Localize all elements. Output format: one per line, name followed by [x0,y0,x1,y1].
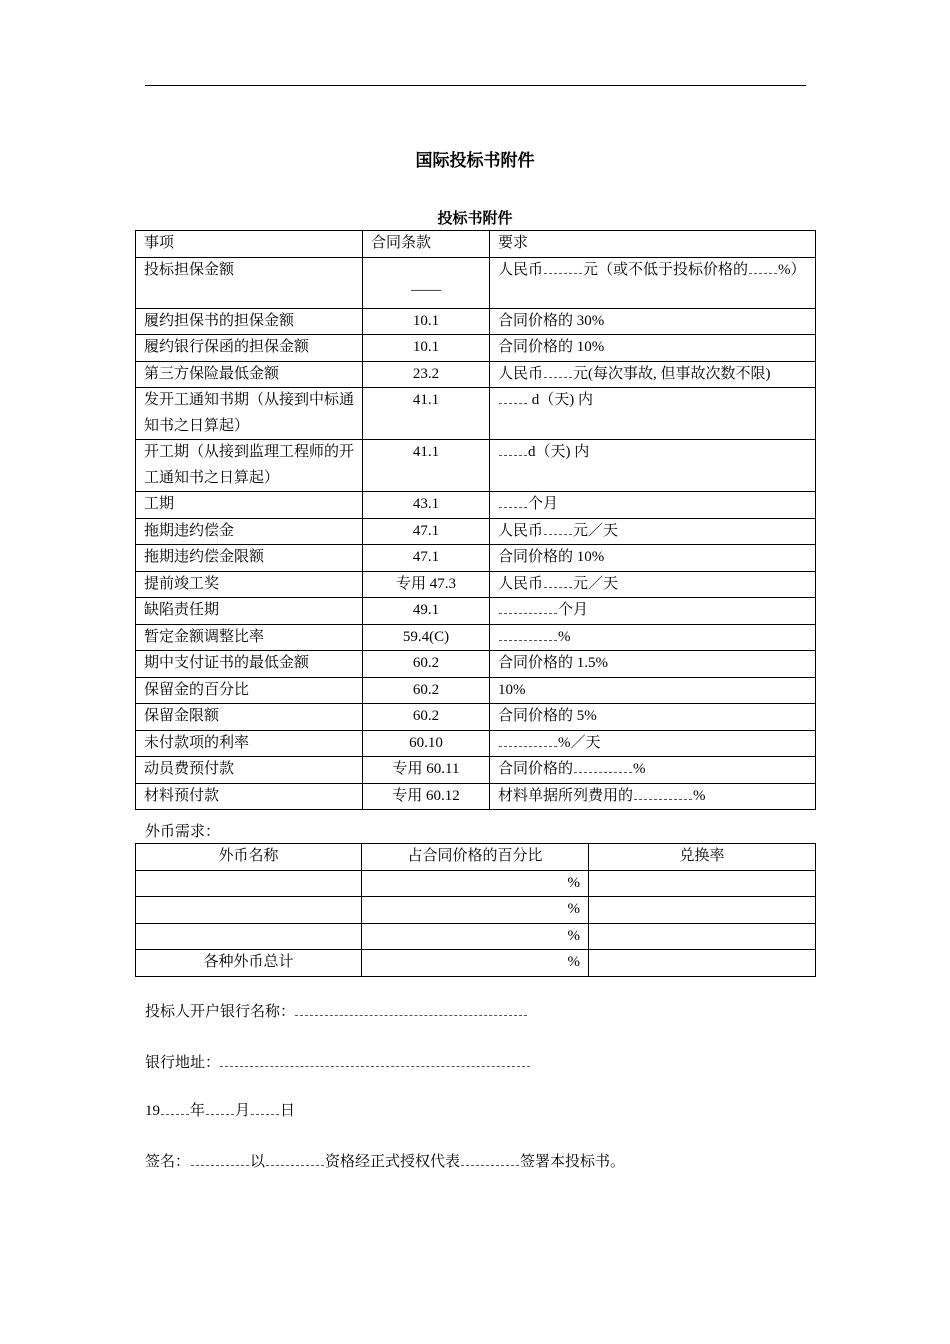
requirement-text: 个月 [528,496,559,512]
fx-name-cell[interactable] [136,923,362,950]
table-header-row [136,231,816,258]
fill-in-blank[interactable] [749,260,777,274]
item-cell: 期中支付证书的最低金额 [136,651,363,678]
fill-in-blank[interactable] [634,786,692,800]
clause-cell: 60.2 [363,677,490,704]
clause-cell: —— [363,257,490,308]
item-cell: 拖期违约偿金 [136,518,363,545]
requirement-cell [490,518,816,545]
requirement-text: 个月 [558,602,589,618]
item-cell: 拖期违约偿金限额 [136,545,363,572]
fx-header-row [136,844,816,871]
clause-cell: 专用 60.11 [363,757,490,784]
requirement-cell [490,624,816,651]
requirement-cell [490,257,816,308]
date-yue: 月 [235,1103,251,1119]
fill-in-blank[interactable] [499,390,527,404]
table-row [136,571,816,598]
bank-address-line [145,1051,530,1072]
sign-yi: 以 [250,1154,266,1170]
item-cell: 第三方保险最低金额 [136,361,363,388]
fx-rate-cell[interactable] [589,923,816,950]
requirement-cell [490,388,816,440]
date-line [145,1099,295,1120]
fill-in-blank[interactable] [544,260,582,274]
requirement-cell: 合同价格的 1.5% [490,651,816,678]
table-title: 投标书附件 [437,211,513,227]
requirement-cell: 10% [490,677,816,704]
requirement-text: % [633,761,646,777]
item-cell: 未付款项的利率 [136,730,363,757]
item-cell: 工期 [136,492,363,519]
requirement-text: 合同价格的 [498,761,574,777]
month-blank[interactable] [206,1101,234,1115]
clause-cell: 47.1 [363,545,490,572]
clause-cell: 59.4(C) [363,624,490,651]
item-cell: 保留金限额 [136,704,363,731]
fx-header-pct: 占合同价格的百分比 [362,844,589,871]
fx-pct-cell[interactable]: % [362,897,589,924]
item-cell: 材料预付款 [136,783,363,810]
requirement-text: d（天) 内 [528,444,590,460]
item-cell: 暂定金额调整比率 [136,624,363,651]
bid-appendix-table [135,230,816,810]
table-row [136,598,816,625]
requirement-text: d（天) 内 [528,392,593,408]
bank-name-blank[interactable] [295,1004,527,1016]
item-cell: 提前竣工奖 [136,571,363,598]
requirement-text: 元（或不低于投标价格的 [583,261,749,278]
requirement-cell: 合同价格的 5% [490,704,816,731]
fx-pct-cell[interactable]: % [362,950,589,977]
table-row [136,440,816,492]
requirement-text: 人民币 [498,575,544,592]
sign-label: 签名： [145,1154,191,1170]
clause-cell: 10.1 [363,335,490,362]
requirement-text: %） [778,261,806,278]
item-cell: 开工期（从接到监理工程师的开工通知书之日算起） [136,440,363,492]
requirement-cell: 合同价格的 10% [490,335,816,362]
header-clause: 合同条款 [363,231,490,258]
date-year: 19 [145,1103,160,1119]
fill-in-blank[interactable] [499,733,557,747]
requirement-text: 元(每次事故, 但事故次数不限) [573,365,771,382]
table-row [136,308,816,335]
item-cell: 缺陷责任期 [136,598,363,625]
fx-label: 外币需求： [145,824,221,840]
requirement-text: 元／天 [573,522,619,539]
fill-in-blank[interactable] [499,494,527,508]
clause-cell: 41.1 [363,440,490,492]
clause-cell: 41.1 [363,388,490,440]
clause-cell: 60.10 [363,730,490,757]
table-row [136,545,816,572]
requirement-cell: 合同价格的 10% [490,545,816,572]
fx-row [136,897,816,924]
requirement-text: 材料单据所列费用的 [498,787,634,804]
item-cell: 投标担保金额 [136,257,363,308]
foreign-currency-table [135,843,816,977]
requirement-text: %／天 [558,734,601,751]
table-row [136,335,816,362]
fx-rate-cell[interactable] [589,870,816,897]
signature-line [145,1150,625,1171]
signer-blank[interactable] [191,1152,249,1166]
sign-end: 签署本投标书。 [520,1154,626,1170]
clause-cell: 23.2 [363,361,490,388]
fx-header-rate: 兑换率 [589,844,816,871]
fill-in-blank[interactable] [499,627,557,641]
item-cell: 履约担保书的担保金额 [136,308,363,335]
table-row [136,518,816,545]
table-row [136,757,816,784]
fx-name-cell: 各种外币总计 [136,950,362,977]
year-blank[interactable] [161,1101,189,1115]
requirement-cell [490,598,816,625]
requirement-cell [490,730,816,757]
requirement-text: 人民币 [498,522,544,539]
fx-pct-cell[interactable]: % [362,923,589,950]
fill-in-blank[interactable] [574,759,632,773]
fill-in-blank[interactable] [544,364,572,378]
requirement-cell [490,361,816,388]
table-row [136,651,816,678]
fx-rate-cell[interactable] [589,950,816,977]
document-title: 国际投标书附件 [415,151,535,170]
capacity-blank[interactable] [266,1152,324,1166]
fill-in-blank[interactable] [544,521,572,535]
requirement-text: 人民币 [498,365,544,382]
header-requirement: 要求 [490,231,816,258]
fill-in-blank[interactable] [499,442,527,456]
requirement-cell [490,571,816,598]
requirement-text: 元／天 [573,575,619,592]
clause-cell: 47.1 [363,518,490,545]
header-rule [145,85,806,86]
table-row [136,257,816,308]
fx-row [136,870,816,897]
requirement-text: % [693,787,706,804]
bank-name-label: 投标人开户银行名称： [145,1004,296,1020]
table-row [136,624,816,651]
item-cell: 履约银行保函的担保金额 [136,335,363,362]
table-row [136,677,816,704]
fx-row [136,950,816,977]
requirement-text: 人民币 [498,261,544,278]
table-row [136,704,816,731]
clause-cell: 43.1 [363,492,490,519]
fx-name-cell[interactable] [136,870,362,897]
date-nian: 年 [190,1103,206,1119]
sign-mid: 资格经正式授权代表 [325,1154,461,1170]
clause-cell: 10.1 [363,308,490,335]
requirement-cell [490,440,816,492]
requirement-cell: 合同价格的 30% [490,308,816,335]
bank-address-blank[interactable] [220,1055,530,1067]
fx-row [136,923,816,950]
day-blank[interactable] [251,1101,279,1115]
bank-name-line [145,1000,527,1021]
fx-name-cell[interactable] [136,897,362,924]
clause-cell: 49.1 [363,598,490,625]
bidder-blank[interactable] [461,1152,519,1166]
fill-in-blank[interactable] [499,600,557,614]
requirement-cell [490,492,816,519]
table-row [136,492,816,519]
item-cell: 保留金的百分比 [136,677,363,704]
clause-cell: 专用 47.3 [363,571,490,598]
item-cell: 发开工通知书期（从接到中标通知书之日算起） [136,388,363,440]
clause-cell: 60.2 [363,651,490,678]
clause-cell: 60.2 [363,704,490,731]
requirement-cell [490,757,816,784]
requirement-text: % [558,628,571,645]
fx-header-name: 外币名称 [136,844,362,871]
header-item: 事项 [136,231,363,258]
table-row [136,361,816,388]
requirement-cell [490,783,816,810]
clause-cell: 专用 60.12 [363,783,490,810]
fx-rate-cell[interactable] [589,897,816,924]
fx-pct-cell[interactable]: % [362,870,589,897]
date-ri: 日 [280,1103,296,1119]
bank-address-label: 银行地址： [145,1055,221,1071]
fill-in-blank[interactable] [544,574,572,588]
table-row [136,730,816,757]
table-row [136,783,816,810]
table-row [136,388,816,440]
item-cell: 动员费预付款 [136,757,363,784]
